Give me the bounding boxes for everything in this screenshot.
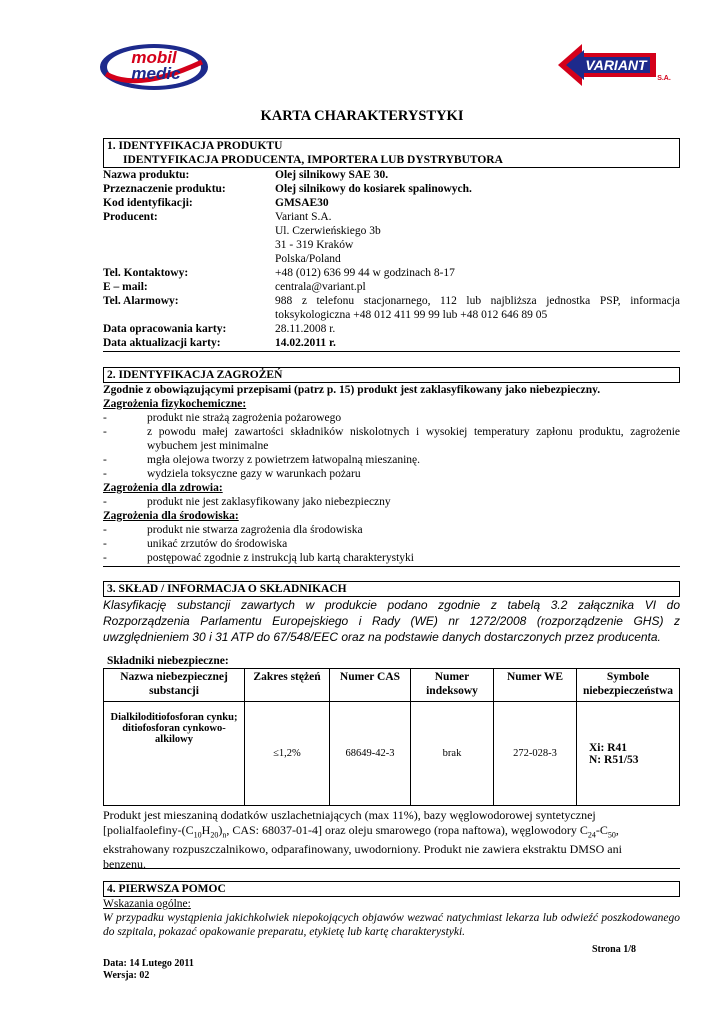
- list-item: mgła olejowa tworzy z powietrzem łatwopalną mieszaninę.: [147, 454, 421, 466]
- section1-heading1: 1. IDENTYFIKACJA PRODUKTU: [107, 140, 283, 152]
- list-item: wydziela toksyczne gazy w warunkach pożaru: [147, 468, 361, 480]
- value-producer: Variant S.A.: [275, 211, 332, 223]
- value-purpose: Olej silnikowy do kosiarek spalinowych.: [275, 183, 472, 195]
- table-header: Zakres stężeń: [245, 669, 330, 702]
- section4-subheading: Wskazania ogólne:: [103, 898, 191, 910]
- section1-heading2: IDENTYFIKACJA PRODUCENTA, IMPORTERA LUB DYSTRYBUTORA: [123, 154, 503, 166]
- section3-table-label: Składniki niebezpieczne:: [107, 655, 229, 667]
- list-item: postępować zgodnie z instrukcją lub kartą charakterystyki: [147, 552, 414, 564]
- section1-header: [103, 138, 680, 168]
- footer-version: Wersja: 02: [103, 970, 150, 981]
- section1-bottom-rule: [103, 351, 680, 352]
- section3-bottom-rule: [103, 868, 680, 869]
- table-header: Numer CAS: [330, 669, 411, 702]
- section2-body: Zgodnie z obowiązującymi przepisami (patrz p. 15) produkt jest zaklasyfikowany jako niebezpieczny. Zagrożenia fizykochemiczne: - produkt nie strażą zagrożenia pożarowego - z powodu małej zawartości składników niskolotnych i wysokiej temperatury zapłonu produktu, zagrożenie wybuchem jest minimalne - mgła olejowa tworzy z powietrzem łatwopalną mieszaninę. - wydziela toksyczne gazy w warunkach pożaru Zagrożenia dla zdrowia: - produkt nie jest zaklasyfikowany jako niebezpieczny Zagrożenia dla środowiska: - produkt nie stwarza zagrożenia dla środowiska - unikać zrzutów do środowiska - postępować zgodnie z instrukcją lub kartą charakterystyki: [103, 384, 680, 564]
- section3-header: [103, 581, 680, 597]
- cell-we: 272-028-3: [494, 702, 577, 806]
- value-emergency-phone: 988 z telefonu stacjonarnego, 112 lub najbliższa jednostka PSP, informacja: [275, 295, 680, 307]
- cell-index: brak: [411, 702, 494, 806]
- value-emergency-phone-2: toksykologiczna +48 012 411 99 99 lub +48 012 646 89 05: [275, 309, 548, 321]
- cell-concentration: ≤1,2%: [245, 702, 330, 806]
- value-address-city: 31 - 319 Kraków: [275, 239, 354, 251]
- variant-logo: [556, 40, 674, 90]
- section2-heading: 2. IDENTYFIKACJA ZAGROŻEŃ: [107, 369, 283, 381]
- logo-medic-text: medic: [131, 64, 181, 83]
- cell-substance-name: Dialkiloditiofosforan cynku; ditiofosforan cynkowo-alkilowy: [104, 702, 245, 806]
- page-number: Strona 1/8: [592, 944, 636, 955]
- hazardous-components-table: [103, 668, 680, 806]
- label-contact-phone: Tel. Kontaktowy:: [103, 267, 189, 279]
- list-item: produkt nie strażą zagrożenia pożarowego: [147, 412, 342, 424]
- section4-body: [103, 897, 680, 939]
- list-item: produkt nie stwarza zagrożenia dla środowiska: [147, 524, 363, 536]
- label-product-name: Nazwa produktu:: [103, 169, 190, 181]
- section4-heading: 4. PIERWSZA POMOC: [107, 883, 226, 895]
- table-header: Numer WE: [494, 669, 577, 702]
- value-address-country: Polska/Poland: [275, 253, 341, 265]
- table-header: Nazwa niebezpiecznej substancji: [104, 669, 245, 702]
- cell-cas: 68649-42-3: [330, 702, 411, 806]
- section2-header: [103, 367, 680, 383]
- value-updated-date: 14.02.2011 r.: [275, 337, 336, 349]
- value-contact-phone: +48 (012) 636 99 44 w godzinach 8-17: [275, 267, 455, 279]
- logo-variant-text: VARIANT: [585, 57, 647, 73]
- table-header: Symbole niebezpieczeństwa: [577, 669, 680, 702]
- value-email[interactable]: centrala@variant.pl: [275, 281, 366, 293]
- label-updated-date: Data aktualizacji karty:: [103, 337, 221, 349]
- section1-details: [103, 168, 680, 350]
- section2-env-heading: Zagrożenia dla środowiska:: [103, 510, 239, 522]
- section3-heading: 3. SKŁAD / INFORMACJA O SKŁADNIKACH: [107, 583, 347, 595]
- mobil-medic-logo: [98, 42, 210, 92]
- section2-intro: Zgodnie z obowiązującymi przepisami (patrz p. 15) produkt jest zaklasyfikowany jako niebezpieczny.: [103, 384, 601, 396]
- section2-health-heading: Zagrożenia dla zdrowia:: [103, 482, 223, 494]
- section4-text: W przypadku wystąpienia jakichkolwiek niepokojących objawów wezwać natychmiast lekarza lub odwieźć poszkodowanego do szpitala, pokazać opakowanie preparatu, etykietę lub kartę charakterystyki.: [103, 912, 680, 938]
- list-item: z powodu małej zawartości składników niskolotnych i wysokiej temperatury zapłonu produktu, zagrożenie: [147, 426, 680, 438]
- table-row: [104, 702, 680, 806]
- value-address-street: Ul. Czerwieńskiego 3b: [275, 225, 381, 237]
- section4-header: [103, 881, 680, 897]
- section3-intro: Klasyfikację substancji zawartych w produkcie podano zgodnie z tabelą 3.2 załącznika VI do Rozporządzenia Parlamentu Europejskiego i Rady (WE) nr 1272/2008 (rozporządzenie GHS) z uwzględnieniem 30 i 31 ATP do 67/548/EEC oraz na podstawie danych dostarczonych przez producenta.: [103, 598, 680, 644]
- table-header: Numer indeksowy: [411, 669, 494, 702]
- cell-symbols: Xi: R41 N: R51/53: [577, 702, 680, 806]
- logo-mobil-text: mobil: [131, 48, 177, 67]
- list-item: wybuchem jest minimalne: [147, 440, 269, 452]
- label-email: E – mail:: [103, 281, 148, 293]
- label-producer: Producent:: [103, 211, 158, 223]
- label-emergency-phone: Tel. Alarmowy:: [103, 295, 179, 307]
- value-product-name: Olej silnikowy SAE 30.: [275, 169, 389, 181]
- list-item: unikać zrzutów do środowiska: [147, 538, 288, 550]
- document-title: KARTA CHARAKTERYSTYKI: [260, 108, 464, 124]
- value-id-code: GMSAE30: [275, 197, 329, 209]
- section3-composition-note: Produkt jest mieszaniną dodatków uszlachetniających (max 11%), bazy węglowodorowej syntetycznej [$polialfaolefiny-(C_{10}H_{20})_n$, CAS: 68037-01-4] oraz oleju smarowego (ropa naftowa), węglowodory $C_{24}-C_{50}$, ekstrahowany rozpuszczalnikowo, odparafinowany, uwodorniony. Produkt nie zawiera ekstraktu DMSO ani benzenu.: [103, 808, 622, 872]
- value-created-date: 28.11.2008 r.: [275, 323, 336, 335]
- label-purpose: Przeznaczenie produktu:: [103, 183, 226, 195]
- section2-physchem-heading: Zagrożenia fizykochemiczne:: [103, 398, 247, 410]
- logo-sa-text: S.A.: [657, 75, 671, 82]
- label-created-date: Data opracowania karty:: [103, 323, 227, 335]
- footer-date: Data: 14 Lutego 2011: [103, 958, 194, 969]
- section2-bottom-rule: [103, 566, 680, 567]
- list-item: produkt nie jest zaklasyfikowany jako niebezpieczny: [147, 496, 391, 508]
- label-id-code: Kod identyfikacji:: [103, 197, 193, 209]
